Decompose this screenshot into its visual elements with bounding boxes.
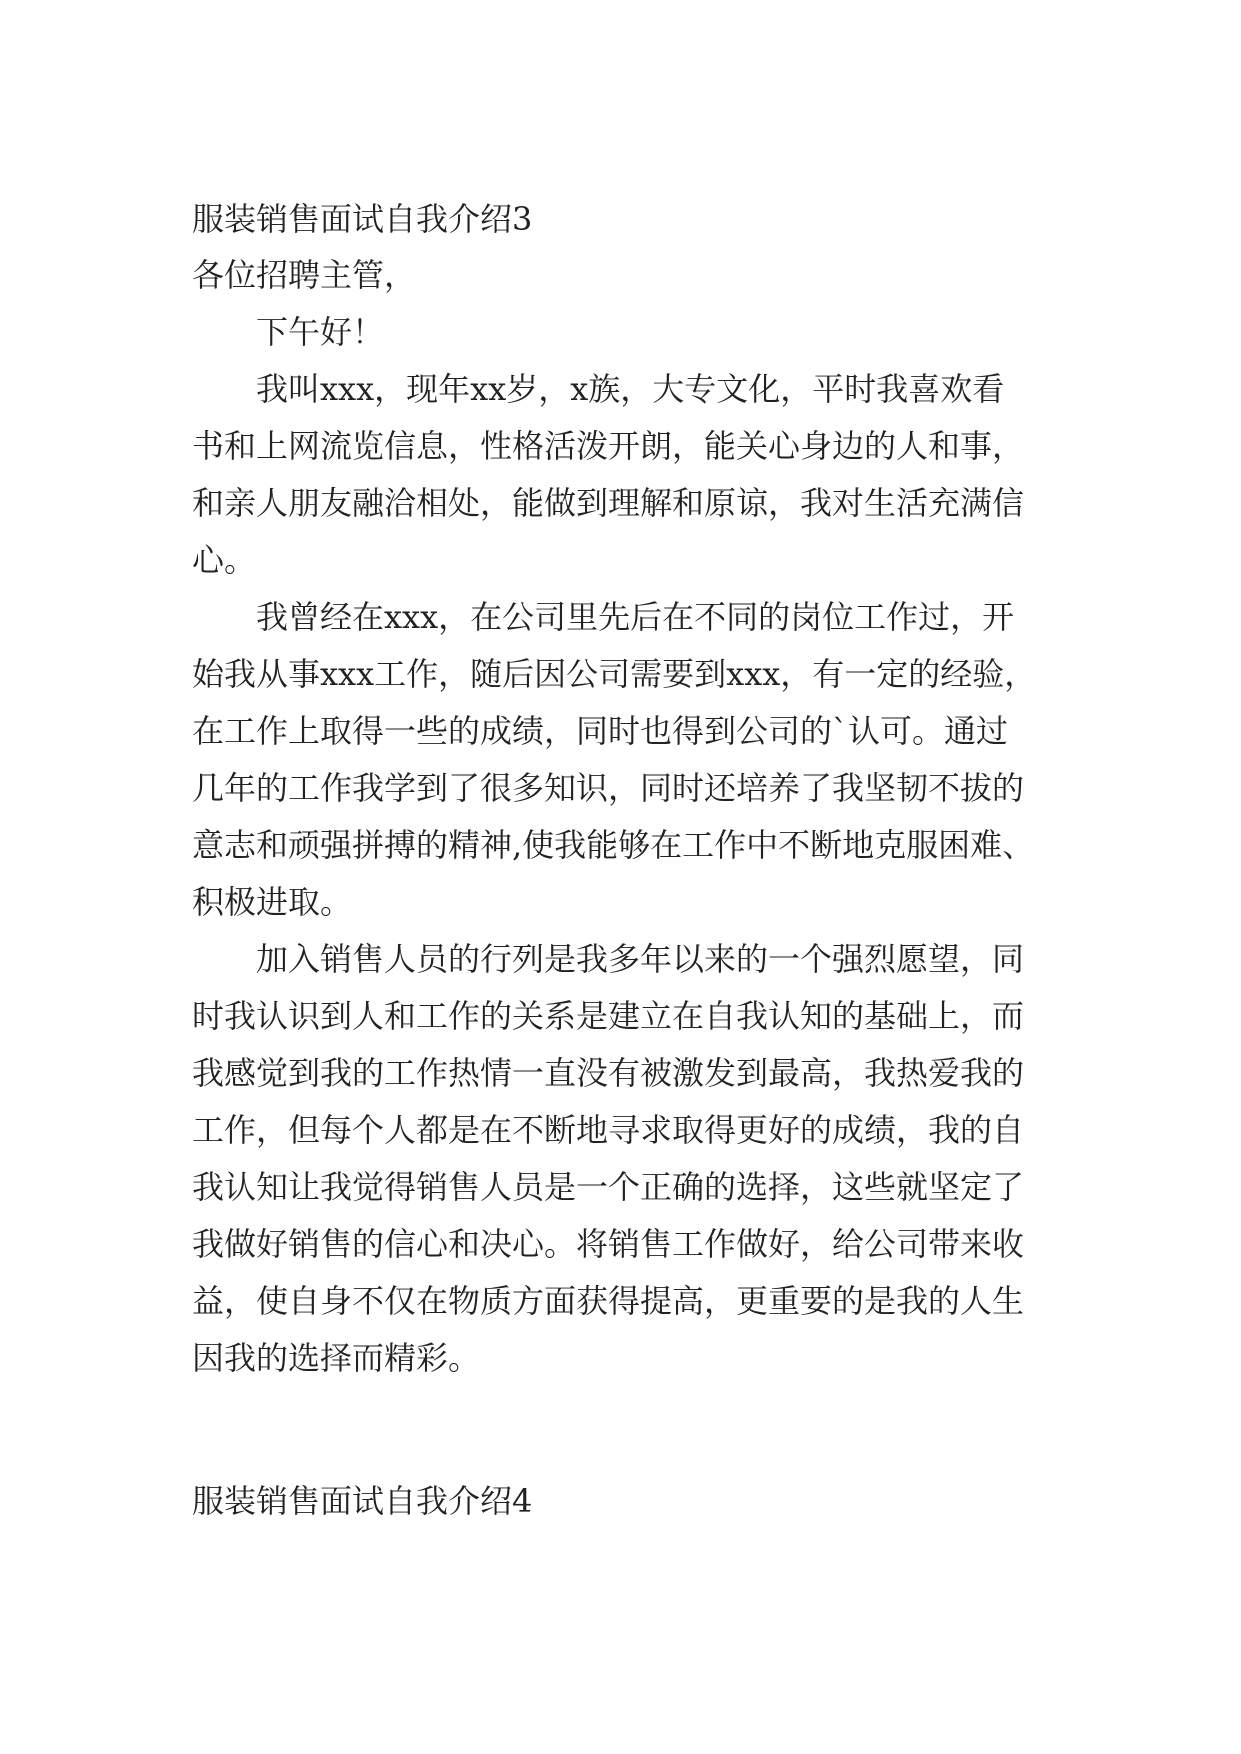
greeting: 下午好！: [256, 313, 385, 351]
paragraph-line: 时我认识到人和工作的关系是建立在自我认知的基础上，而: [192, 997, 1025, 1035]
paragraph-line: 益，使自身不仅在物质方面获得提高，更重要的是我的人生: [192, 1282, 1025, 1320]
paragraph-line: 在工作上取得一些的成绩，同时也得到公司的`认可。通过: [192, 712, 1009, 750]
paragraph-line: 我曾经在xxx，在公司里先后在不同的岗位工作过，开: [256, 598, 1015, 636]
paragraph-line: 书和上网流览信息，性格活泼开朗，能关心身边的人和事，: [192, 427, 1025, 465]
paragraph-line: 始我从事xxx工作，随后因公司需要到xxx，有一定的经验，: [192, 655, 1037, 693]
paragraph-line: 工作，但每个人都是在不断地寻求取得更好的成绩，我的自: [192, 1111, 1025, 1149]
section-heading-3: 服装销售面试自我介绍3: [192, 200, 533, 238]
paragraph-line: 我感觉到我的工作热情一直没有被激发到最高，我热爱我的: [192, 1054, 1025, 1092]
paragraph-line: 积极进取。: [192, 883, 353, 921]
paragraph-line: 我叫xxx，现年xx岁，x族，大专文化，平时我喜欢看: [256, 370, 1005, 408]
salutation: 各位招聘主管，: [192, 256, 417, 294]
paragraph-line: 几年的工作我学到了很多知识，同时还培养了我坚韧不拔的: [192, 769, 1025, 807]
paragraph-line: 我做好销售的信心和决心。将销售工作做好，给公司带来收: [192, 1225, 1025, 1263]
paragraph-line: 加入销售人员的行列是我多年以来的一个强烈愿望，同: [256, 940, 1025, 978]
paragraph-line: 因我的选择而精彩。: [192, 1339, 481, 1377]
paragraph-line: 心。: [192, 541, 257, 579]
paragraph-line: 和亲人朋友融洽相处，能做到理解和原谅，我对生活充满信: [192, 484, 1025, 522]
section-heading-4: 服装销售面试自我介绍4: [192, 1482, 533, 1520]
paragraph-line: 我认知让我觉得销售人员是一个正确的选择，这些就坚定了: [192, 1168, 1025, 1206]
paragraph-line: 意志和顽强拼搏的精神,使我能够在工作中不断地克服困难、: [192, 826, 1035, 864]
